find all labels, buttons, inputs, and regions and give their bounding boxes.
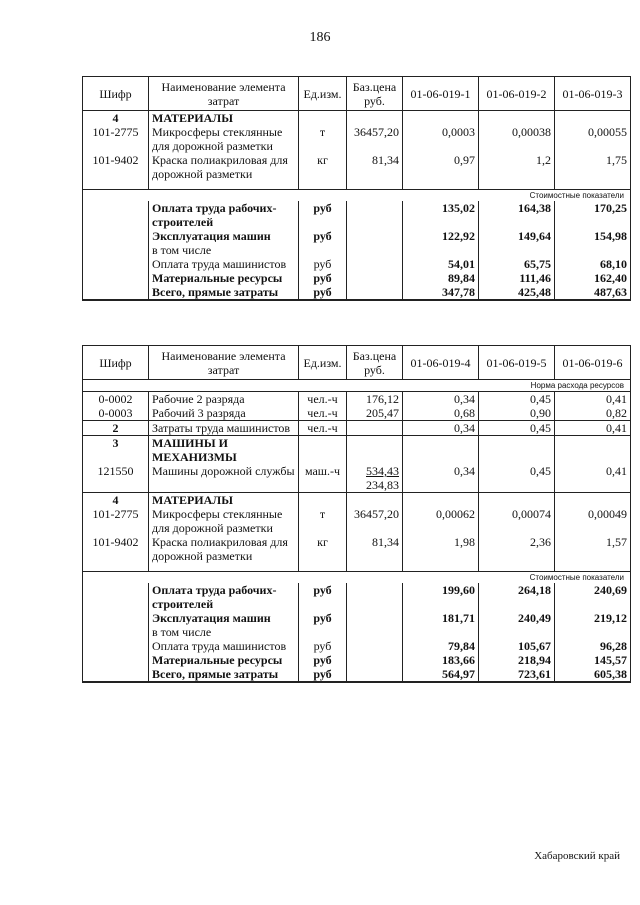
cell-code: [83, 667, 149, 682]
cost-section: [83, 572, 631, 584]
cell-unit: маш.-ч: [299, 464, 347, 493]
cell-unit: руб: [299, 611, 347, 625]
cell-price: 36457,20: [347, 125, 403, 153]
cell-value: 0,34: [403, 421, 479, 436]
cell-price: [347, 464, 403, 493]
cell-unit: [299, 436, 347, 465]
cell-code: 0-0002: [83, 392, 149, 407]
price-secondary: 234,83: [366, 478, 399, 492]
cell-value: 111,46: [479, 271, 555, 285]
cell-value: 218,94: [479, 653, 555, 667]
header-name: Наименование элемента затрат: [149, 77, 299, 111]
cell-value: [555, 436, 631, 465]
cost-row: [83, 243, 631, 257]
spacer-cell: [299, 563, 347, 572]
section-row: [83, 111, 631, 126]
cell-unit: руб: [299, 285, 347, 300]
cell-value: 0,41: [555, 464, 631, 493]
cell-value: 564,97: [403, 667, 479, 682]
cell-value: 0,45: [479, 464, 555, 493]
cell-unit: руб: [299, 271, 347, 285]
cell-code: 4: [83, 111, 149, 126]
cell-value: [403, 111, 479, 126]
cell-value: 0,45: [479, 392, 555, 407]
cell-value: 183,66: [403, 653, 479, 667]
cell-value: 1,75: [555, 153, 631, 181]
cost-row: [83, 285, 631, 300]
cell-value: 264,18: [479, 583, 555, 611]
cell-code: [83, 271, 149, 285]
cell-value: 487,63: [555, 285, 631, 300]
cell-code: [83, 257, 149, 271]
cell-value: 347,78: [403, 285, 479, 300]
cell-value: 0,00062: [403, 507, 479, 535]
cell-price: [347, 257, 403, 271]
cell-price: [347, 229, 403, 243]
cell-code: [83, 653, 149, 667]
labor-row: [83, 406, 631, 421]
cell-price: [347, 421, 403, 436]
page-number: 186: [309, 30, 331, 45]
spacer-cell: [555, 181, 631, 190]
spacer-cell: [149, 563, 299, 572]
cell-value: [555, 243, 631, 257]
cost-section-label: Стоимостные показатели: [83, 190, 631, 202]
cell-price: [347, 201, 403, 229]
cell-code: [83, 229, 149, 243]
spacer-cell: [479, 563, 555, 572]
cell-unit: чел.-ч: [299, 421, 347, 436]
cell-unit: чел.-ч: [299, 392, 347, 407]
cell-name: Рабочий 3 разряда: [149, 406, 299, 421]
spacer-cell: [83, 563, 149, 572]
cost-row: [83, 201, 631, 229]
cell-value: [403, 625, 479, 639]
material-row: [83, 507, 631, 535]
cell-value: [555, 493, 631, 508]
cell-code: 101-9402: [83, 535, 149, 563]
header-code: Шифр: [83, 346, 149, 380]
cost-table-2: [82, 345, 631, 683]
header-row: [83, 77, 631, 111]
cell-value: 1,98: [403, 535, 479, 563]
cell-unit: руб: [299, 653, 347, 667]
cell-name: Машины дорожной службы: [149, 464, 299, 493]
cell-value: 135,02: [403, 201, 479, 229]
cell-value: 149,64: [479, 229, 555, 243]
cell-code: [83, 201, 149, 229]
cell-value: 0,41: [555, 421, 631, 436]
cell-code: 101-2775: [83, 507, 149, 535]
cell-code: 3: [83, 436, 149, 465]
cell-price: [347, 583, 403, 611]
cost-row: [83, 583, 631, 611]
cell-value: 0,00038: [479, 125, 555, 153]
cell-code: 101-2775: [83, 125, 149, 153]
cell-value: 0,97: [403, 153, 479, 181]
cell-name: Оплата труда машинистов: [149, 639, 299, 653]
cost-row: [83, 229, 631, 243]
cell-price: [347, 639, 403, 653]
spacer-cell: [403, 181, 479, 190]
cell-unit: чел.-ч: [299, 406, 347, 421]
cell-unit: кг: [299, 535, 347, 563]
cell-value: 170,25: [555, 201, 631, 229]
cell-value: 0,82: [555, 406, 631, 421]
cell-name: Оплата труда машинистов: [149, 257, 299, 271]
cell-unit: руб: [299, 201, 347, 229]
cell-unit: [299, 243, 347, 257]
cell-price: [347, 243, 403, 257]
cell-price: [347, 285, 403, 300]
cell-name: Краска полиакриловая для дорожной разметки: [149, 535, 299, 563]
cell-value: [555, 111, 631, 126]
cost-row: [83, 653, 631, 667]
footer-region: Хабаровский край: [534, 850, 620, 862]
cell-value: [403, 243, 479, 257]
spacer-cell: [83, 181, 149, 190]
spacer-cell: [479, 181, 555, 190]
cell-unit: [299, 111, 347, 126]
spacer-cell: [555, 563, 631, 572]
cell-code: [83, 285, 149, 300]
header-column: 01-06-019-1: [403, 77, 479, 111]
spacer-cell: [149, 181, 299, 190]
cell-value: 0,00049: [555, 507, 631, 535]
cell-value: 240,69: [555, 583, 631, 611]
cell-code: 121550: [83, 464, 149, 493]
cell-price: 176,12: [347, 392, 403, 407]
cell-value: 181,71: [403, 611, 479, 625]
cost-section-label: Стоимостные показатели: [83, 572, 631, 584]
cell-price: [347, 493, 403, 508]
header-code: Шифр: [83, 77, 149, 111]
header-price: Баз.цена руб.: [347, 77, 403, 111]
cell-price: 81,34: [347, 153, 403, 181]
spacer-cell: [347, 563, 403, 572]
cell-value: 0,34: [403, 464, 479, 493]
cell-name: Материальные ресурсы: [149, 271, 299, 285]
cell-value: 0,34: [403, 392, 479, 407]
cell-name: в том числе: [149, 625, 299, 639]
spacer-cell: [347, 181, 403, 190]
machine-row: [83, 464, 631, 493]
cell-price: 36457,20: [347, 507, 403, 535]
cell-value: 79,84: [403, 639, 479, 653]
header-column: 01-06-019-2: [479, 77, 555, 111]
cell-value: 0,00055: [555, 125, 631, 153]
norm-section-label: Норма расхода ресурсов: [83, 380, 631, 392]
cell-value: 162,40: [555, 271, 631, 285]
cell-price: [347, 667, 403, 682]
cell-value: 723,61: [479, 667, 555, 682]
cell-value: 145,57: [555, 653, 631, 667]
cell-value: 2,36: [479, 535, 555, 563]
cost-row: [83, 257, 631, 271]
header-column: 01-06-019-3: [555, 77, 631, 111]
cell-name: Эксплуатация машин: [149, 229, 299, 243]
labor-row: [83, 392, 631, 407]
cell-name: Микросферы стеклянные для дорожной разметки: [149, 125, 299, 153]
header-unit: Ед.изм.: [299, 346, 347, 380]
cost-row: [83, 611, 631, 625]
cell-value: 54,01: [403, 257, 479, 271]
cell-value: 96,28: [555, 639, 631, 653]
cell-price: [347, 111, 403, 126]
cell-unit: руб: [299, 583, 347, 611]
cost-row: [83, 271, 631, 285]
cell-name: Всего, прямые затраты: [149, 667, 299, 682]
cell-value: 122,92: [403, 229, 479, 243]
cell-value: 68,10: [555, 257, 631, 271]
spacer-row: [83, 563, 631, 572]
cell-value: 0,45: [479, 421, 555, 436]
header-column: 01-06-019-5: [479, 346, 555, 380]
cell-value: 605,38: [555, 667, 631, 682]
cell-price: [347, 271, 403, 285]
cell-price: [347, 436, 403, 465]
cost-table-1: [82, 76, 631, 301]
cell-value: [403, 436, 479, 465]
cell-value: [479, 436, 555, 465]
cell-value: 0,68: [403, 406, 479, 421]
cell-name: Микросферы стеклянные для дорожной разметки: [149, 507, 299, 535]
cell-price: 81,34: [347, 535, 403, 563]
cell-value: [403, 493, 479, 508]
cost-row: [83, 667, 631, 682]
spacer-cell: [299, 181, 347, 190]
cell-value: 240,49: [479, 611, 555, 625]
section-row: [83, 493, 631, 508]
header-price: Баз.цена руб.: [347, 346, 403, 380]
header-column: 01-06-019-4: [403, 346, 479, 380]
cell-value: 0,00074: [479, 507, 555, 535]
cell-name: Затраты труда машинистов: [149, 421, 299, 436]
cell-unit: [299, 625, 347, 639]
cell-code: 2: [83, 421, 149, 436]
cell-name: Рабочие 2 разряда: [149, 392, 299, 407]
cell-price: [347, 625, 403, 639]
cell-name: МАШИНЫ И МЕХАНИЗМЫ: [149, 436, 299, 465]
cell-price: 205,47: [347, 406, 403, 421]
header-name: Наименование элемента затрат: [149, 346, 299, 380]
cell-code: [83, 611, 149, 625]
cell-value: 1,57: [555, 535, 631, 563]
material-row: [83, 153, 631, 181]
cell-code: [83, 583, 149, 611]
header-row: [83, 346, 631, 380]
cell-name: МАТЕРИАЛЫ: [149, 493, 299, 508]
cell-name: Материальные ресурсы: [149, 653, 299, 667]
spacer-cell: [403, 563, 479, 572]
cost-row: [83, 639, 631, 653]
machinists-row: [83, 421, 631, 436]
cell-name: Краска полиакриловая для дорожной разметки: [149, 153, 299, 181]
cell-value: 0,90: [479, 406, 555, 421]
header-unit: Ед.изм.: [299, 77, 347, 111]
cell-unit: руб: [299, 229, 347, 243]
cell-unit: руб: [299, 257, 347, 271]
cell-value: 0,0003: [403, 125, 479, 153]
cell-value: 425,48: [479, 285, 555, 300]
cell-name: в том числе: [149, 243, 299, 257]
cell-code: 0-0003: [83, 406, 149, 421]
cell-name: Эксплуатация машин: [149, 611, 299, 625]
cell-name: Оплата труда рабочих-строителей: [149, 201, 299, 229]
cell-code: [83, 639, 149, 653]
cell-value: [555, 625, 631, 639]
material-row: [83, 125, 631, 153]
price-primary: 534,43: [366, 464, 399, 478]
norm-section: [83, 380, 631, 392]
cell-value: 219,12: [555, 611, 631, 625]
cell-value: 164,38: [479, 201, 555, 229]
cost-section: [83, 190, 631, 202]
cell-value: 154,98: [555, 229, 631, 243]
cell-value: 1,2: [479, 153, 555, 181]
cell-value: 89,84: [403, 271, 479, 285]
cell-value: 0,41: [555, 392, 631, 407]
cell-unit: руб: [299, 639, 347, 653]
cell-value: 199,60: [403, 583, 479, 611]
cell-value: [479, 493, 555, 508]
cell-value: 65,75: [479, 257, 555, 271]
cell-name: Оплата труда рабочих-строителей: [149, 583, 299, 611]
header-column: 01-06-019-6: [555, 346, 631, 380]
cell-unit: т: [299, 507, 347, 535]
cell-code: [83, 625, 149, 639]
cell-code: 101-9402: [83, 153, 149, 181]
section-row: [83, 436, 631, 465]
cell-value: [479, 625, 555, 639]
cell-value: [479, 243, 555, 257]
cell-unit: [299, 493, 347, 508]
cell-value: [479, 111, 555, 126]
cell-unit: руб: [299, 667, 347, 682]
cell-unit: кг: [299, 153, 347, 181]
cost-row: [83, 625, 631, 639]
cell-price: [347, 611, 403, 625]
spacer-row: [83, 181, 631, 190]
cell-code: 4: [83, 493, 149, 508]
material-row: [83, 535, 631, 563]
cell-price: [347, 653, 403, 667]
cell-name: МАТЕРИАЛЫ: [149, 111, 299, 126]
cell-unit: т: [299, 125, 347, 153]
cell-code: [83, 243, 149, 257]
cell-name: Всего, прямые затраты: [149, 285, 299, 300]
cell-value: 105,67: [479, 639, 555, 653]
